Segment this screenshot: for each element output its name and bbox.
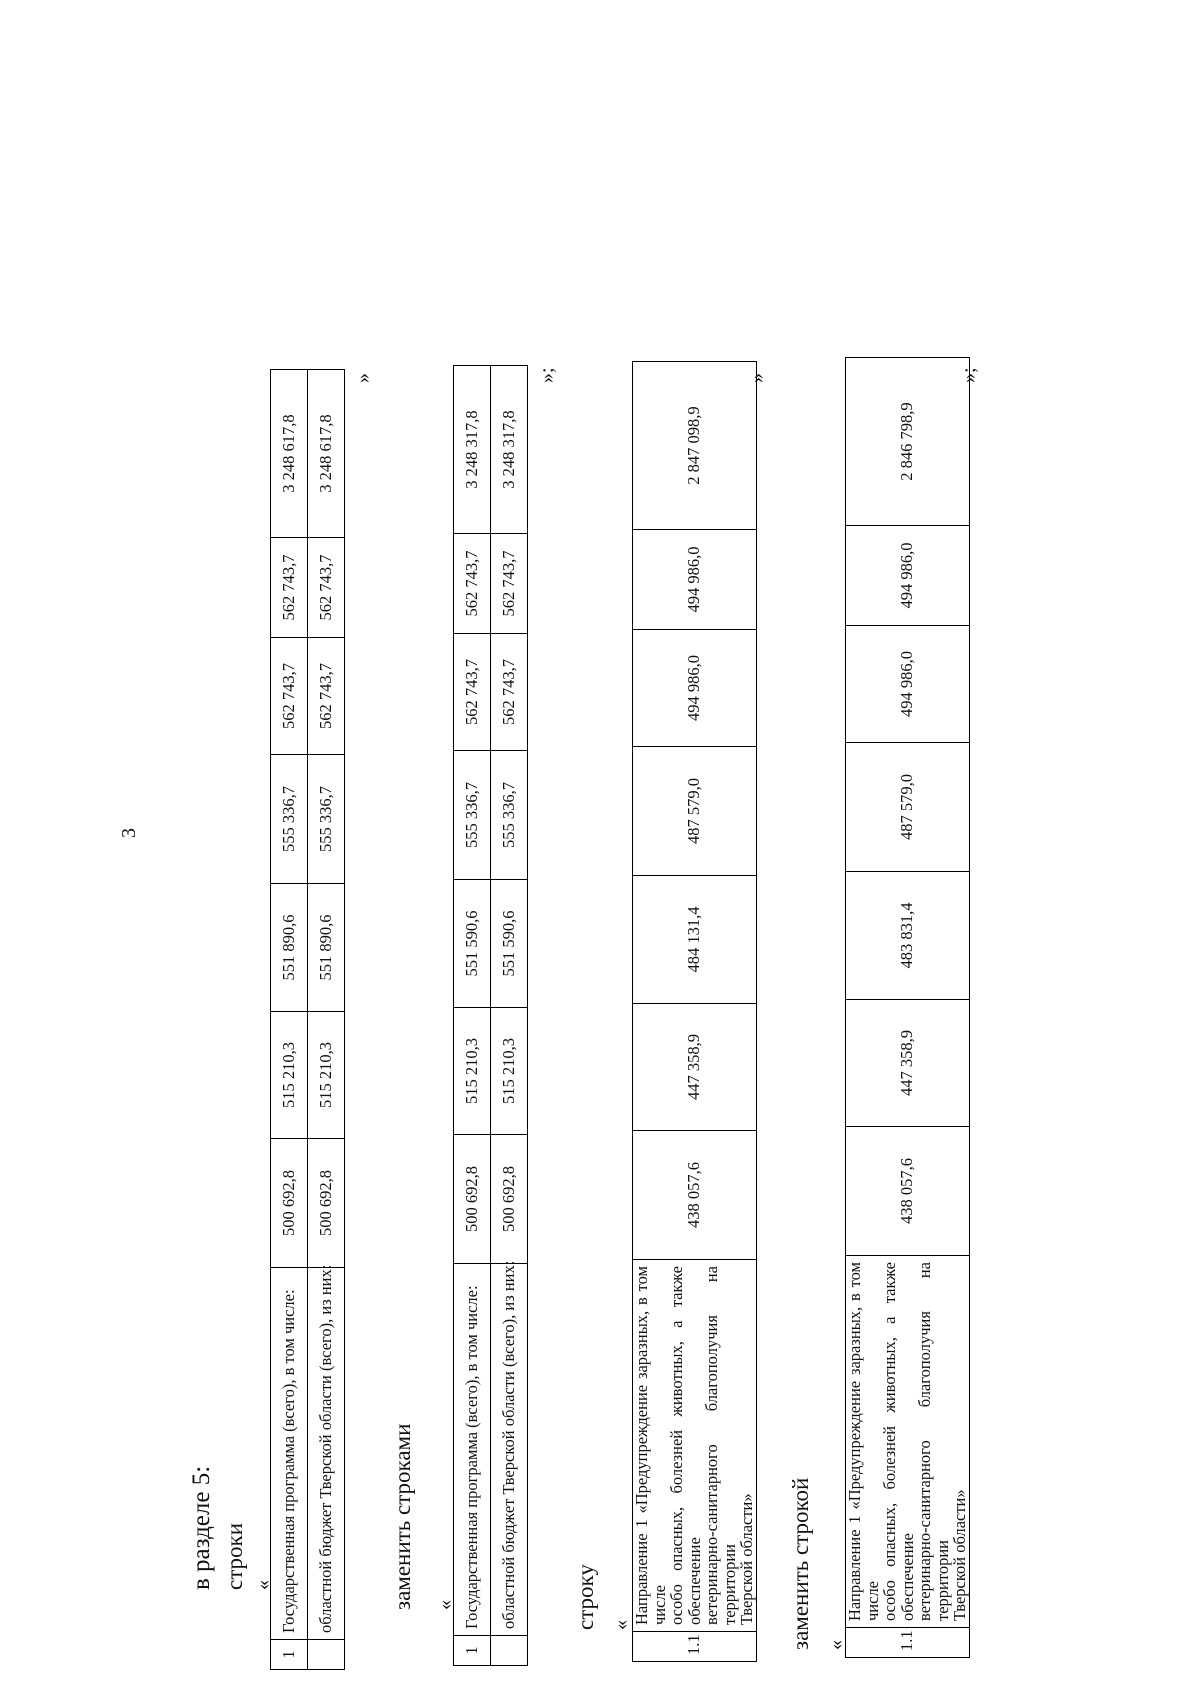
cell-value: 515 210,3 bbox=[308, 1012, 345, 1139]
cell-value: 555 336,7 bbox=[308, 755, 345, 884]
cell-value: 551 890,6 bbox=[308, 884, 345, 1012]
block4-label: заменить строкой bbox=[788, 1477, 813, 1650]
cell-value: 500 692,8 bbox=[308, 1139, 345, 1268]
cell-value: 500 692,8 bbox=[454, 1135, 491, 1264]
row-name-line: Тверской области» bbox=[737, 1493, 756, 1625]
cell-value: 438 057,6 bbox=[633, 1131, 757, 1260]
page-number: 3 bbox=[118, 828, 140, 838]
table-row bbox=[846, 358, 970, 1658]
block4-table bbox=[845, 357, 970, 1658]
table-row bbox=[271, 370, 308, 1670]
cell-value: 562 743,7 bbox=[454, 634, 491, 751]
cell-value: 555 336,7 bbox=[491, 751, 528, 880]
row-name-line: особо опасных, болезней животных, а также обеспечение bbox=[880, 1262, 917, 1621]
cell-value: 494 986,0 bbox=[633, 530, 757, 630]
row-name: Государственная программа (всего), в том числе: bbox=[271, 1268, 308, 1640]
cell-value: 483 831,4 bbox=[846, 872, 970, 1000]
row-name: областной бюджет Тверской области (всего), из них: bbox=[308, 1268, 345, 1640]
cell-value: 562 743,7 bbox=[308, 638, 345, 755]
block2-table bbox=[453, 365, 528, 1666]
row-name-line: Тверской области» bbox=[950, 1489, 969, 1621]
row-index: 1.1 bbox=[633, 1632, 757, 1662]
block4-open-quote: « bbox=[825, 1640, 847, 1650]
block1-label: строки bbox=[222, 1522, 247, 1590]
block2-label: заменить строками bbox=[390, 1423, 415, 1610]
table-row bbox=[491, 366, 528, 1666]
cell-value: 551 590,6 bbox=[491, 880, 528, 1008]
cell-value: 500 692,8 bbox=[271, 1139, 308, 1268]
cell-value: 447 358,9 bbox=[846, 1000, 970, 1127]
cell-value: 487 579,0 bbox=[846, 743, 970, 872]
cell-value: 562 743,7 bbox=[308, 538, 345, 638]
block3-open-quote: « bbox=[610, 1620, 632, 1630]
cell-value: 438 057,6 bbox=[846, 1127, 970, 1256]
cell-value: 555 336,7 bbox=[454, 751, 491, 880]
cell-value: 562 743,7 bbox=[491, 634, 528, 751]
cell-value: 484 131,4 bbox=[633, 876, 757, 1004]
cell-value: 494 986,0 bbox=[633, 630, 757, 747]
cell-value: 562 743,7 bbox=[271, 538, 308, 638]
cell-value: 2 847 098,9 bbox=[633, 362, 757, 530]
cell-value: 562 743,7 bbox=[271, 638, 308, 755]
table-row bbox=[454, 366, 491, 1666]
block2-close-quote: »; bbox=[536, 367, 558, 383]
row-index: 1 bbox=[454, 1636, 491, 1666]
rotated-document-body bbox=[180, 115, 1060, 1659]
cell-value: 487 579,0 bbox=[633, 747, 757, 876]
block2-open-quote: « bbox=[434, 1600, 456, 1610]
cell-value: 515 210,3 bbox=[454, 1008, 491, 1135]
row-name: Государственная программа (всего), в том числе: bbox=[454, 1264, 491, 1636]
cell-value: 494 986,0 bbox=[846, 526, 970, 626]
row-name-line: ветеринарно-санитарного благополучия на территории bbox=[915, 1262, 952, 1621]
cell-value: 551 590,6 bbox=[454, 880, 491, 1008]
row-index bbox=[308, 1640, 345, 1670]
row-name-line: ветеринарно-санитарного благополучия на территории bbox=[702, 1266, 739, 1625]
block1-open-quote: « bbox=[252, 1580, 274, 1590]
cell-value: 562 743,7 bbox=[491, 534, 528, 634]
cell-value: 2 846 798,9 bbox=[846, 358, 970, 526]
block3-table bbox=[632, 361, 757, 1662]
cell-value: 3 248 617,8 bbox=[308, 370, 345, 538]
row-index: 1.1 bbox=[846, 1628, 970, 1658]
cell-value: 555 336,7 bbox=[271, 755, 308, 884]
row-name-line: особо опасных, болезней животных, а также обеспечение bbox=[667, 1266, 704, 1625]
block1-table bbox=[270, 369, 345, 1670]
row-name-line: Направление 1 «Предупреждение заразных, в том числе bbox=[845, 1262, 882, 1621]
row-name bbox=[633, 1260, 757, 1632]
cell-value: 551 890,6 bbox=[271, 884, 308, 1012]
table-row bbox=[308, 370, 345, 1670]
cell-value: 3 248 317,8 bbox=[454, 366, 491, 534]
row-index bbox=[491, 1636, 528, 1666]
row-index: 1 bbox=[271, 1640, 308, 1670]
cell-value: 500 692,8 bbox=[491, 1135, 528, 1264]
block4-close-quote: »; bbox=[958, 367, 980, 383]
row-name: областной бюджет Тверской области (всего), из них: bbox=[491, 1264, 528, 1636]
row-name bbox=[846, 1256, 970, 1628]
cell-value: 3 248 317,8 bbox=[491, 366, 528, 534]
cell-value: 562 743,7 bbox=[454, 534, 491, 634]
block1-close-quote: » bbox=[352, 373, 374, 383]
block3-close-quote: » bbox=[746, 373, 768, 383]
row-name-line: Направление 1 «Предупреждение заразных, в том числе bbox=[632, 1266, 669, 1625]
cell-value: 515 210,3 bbox=[491, 1008, 528, 1135]
cell-value: 515 210,3 bbox=[271, 1012, 308, 1139]
cell-value: 494 986,0 bbox=[846, 626, 970, 743]
cell-value: 447 358,9 bbox=[633, 1004, 757, 1131]
cell-value: 3 248 617,8 bbox=[271, 370, 308, 538]
table-row bbox=[633, 362, 757, 1662]
section-title: в разделе 5: bbox=[188, 1465, 215, 1590]
block3-label: строку bbox=[573, 1564, 598, 1630]
